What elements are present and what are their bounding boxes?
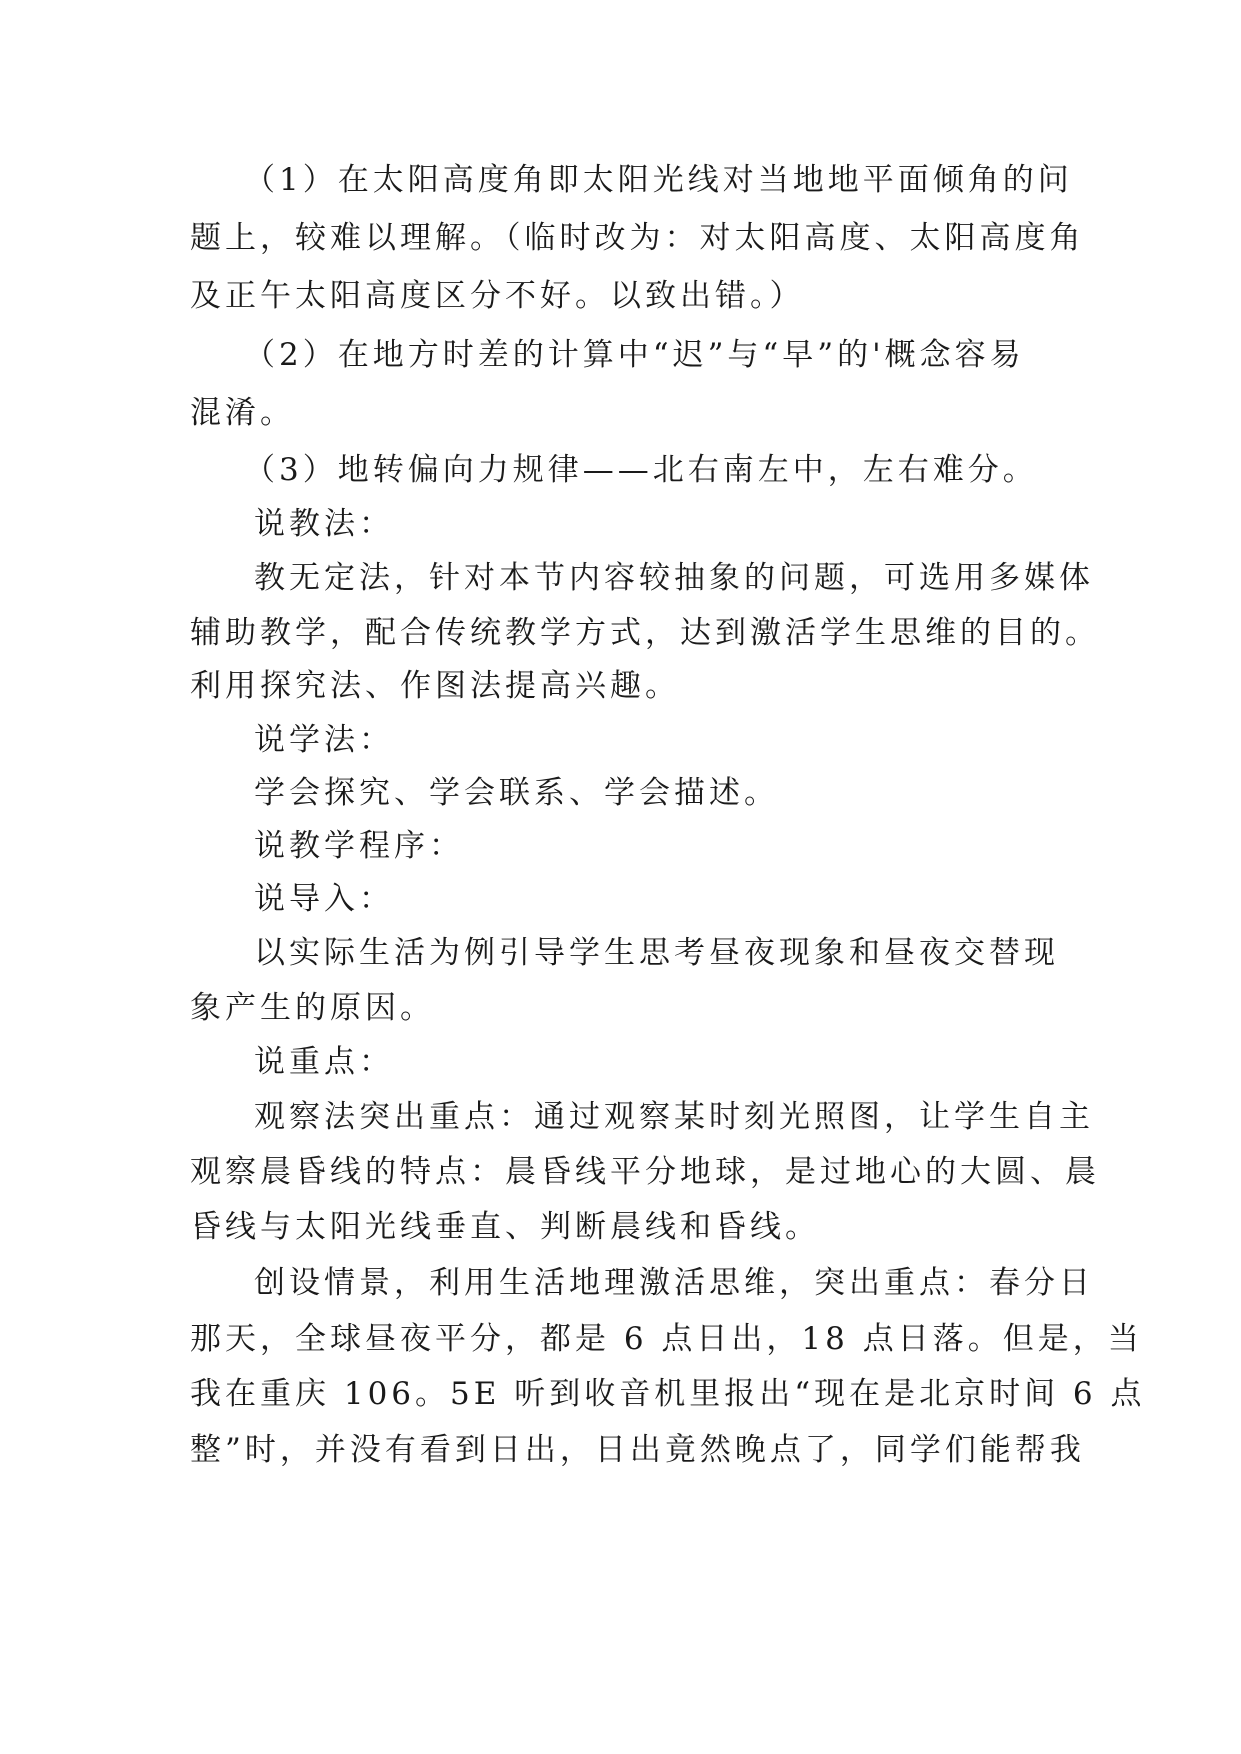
- text-line: （3）地转偏向力规律——北右南左中，左右难分。: [244, 452, 1038, 488]
- text-line: 以实际生活为例引导学生思考昼夜现象和昼夜交替现: [254, 935, 1059, 971]
- text-line: 创设情景，利用生活地理激活思维，突出重点：春分日: [254, 1265, 1094, 1301]
- text-line: 及正午太阳高度区分不好。以致出错。）: [190, 278, 805, 314]
- text-line: 那天，全球昼夜平分，都是 6 点日出，18 点日落。但是，当: [190, 1321, 1143, 1357]
- section-heading: 说重点：: [254, 1044, 394, 1080]
- text-line: 教无定法，针对本节内容较抽象的问题，可选用多媒体: [254, 560, 1094, 596]
- text-line: （1）在太阳高度角即太阳光线对当地地平面倾角的问: [244, 162, 1073, 198]
- section-heading: 说教法：: [254, 506, 394, 542]
- section-heading: 说学法：: [254, 722, 394, 758]
- text-line: 我在重庆 106。5E 听到收音机里报出“现在是北京时间 6 点: [190, 1376, 1146, 1412]
- text-line: 学会探究、学会联系、学会描述。: [254, 775, 779, 811]
- text-line: 观察晨昏线的特点：晨昏线平分地球，是过地心的大圆、晨: [190, 1154, 1100, 1190]
- text-line: 混淆。: [190, 395, 295, 431]
- section-heading: 说导入：: [254, 881, 394, 917]
- text-line: 题上，较难以理解。（临时改为：对太阳高度、太阳高度角: [190, 220, 1085, 256]
- text-line: 象产生的原因。: [190, 990, 435, 1026]
- text-line: 整”时，并没有看到日出，日出竟然晚点了，同学们能帮我: [190, 1432, 1085, 1468]
- text-line: 辅助教学，配合传统教学方式，达到激活学生思维的目的。: [190, 615, 1100, 651]
- section-heading: 说教学程序：: [254, 828, 464, 864]
- text-line: 利用探究法、作图法提高兴趣。: [190, 668, 680, 704]
- text-line: 观察法突出重点：通过观察某时刻光照图，让学生自主: [254, 1099, 1094, 1135]
- text-line: 昏线与太阳光线垂直、判断晨线和昏线。: [190, 1209, 820, 1245]
- text-line: （2）在地方时差的计算中“迟”与“早”的'概念容易: [244, 337, 1025, 373]
